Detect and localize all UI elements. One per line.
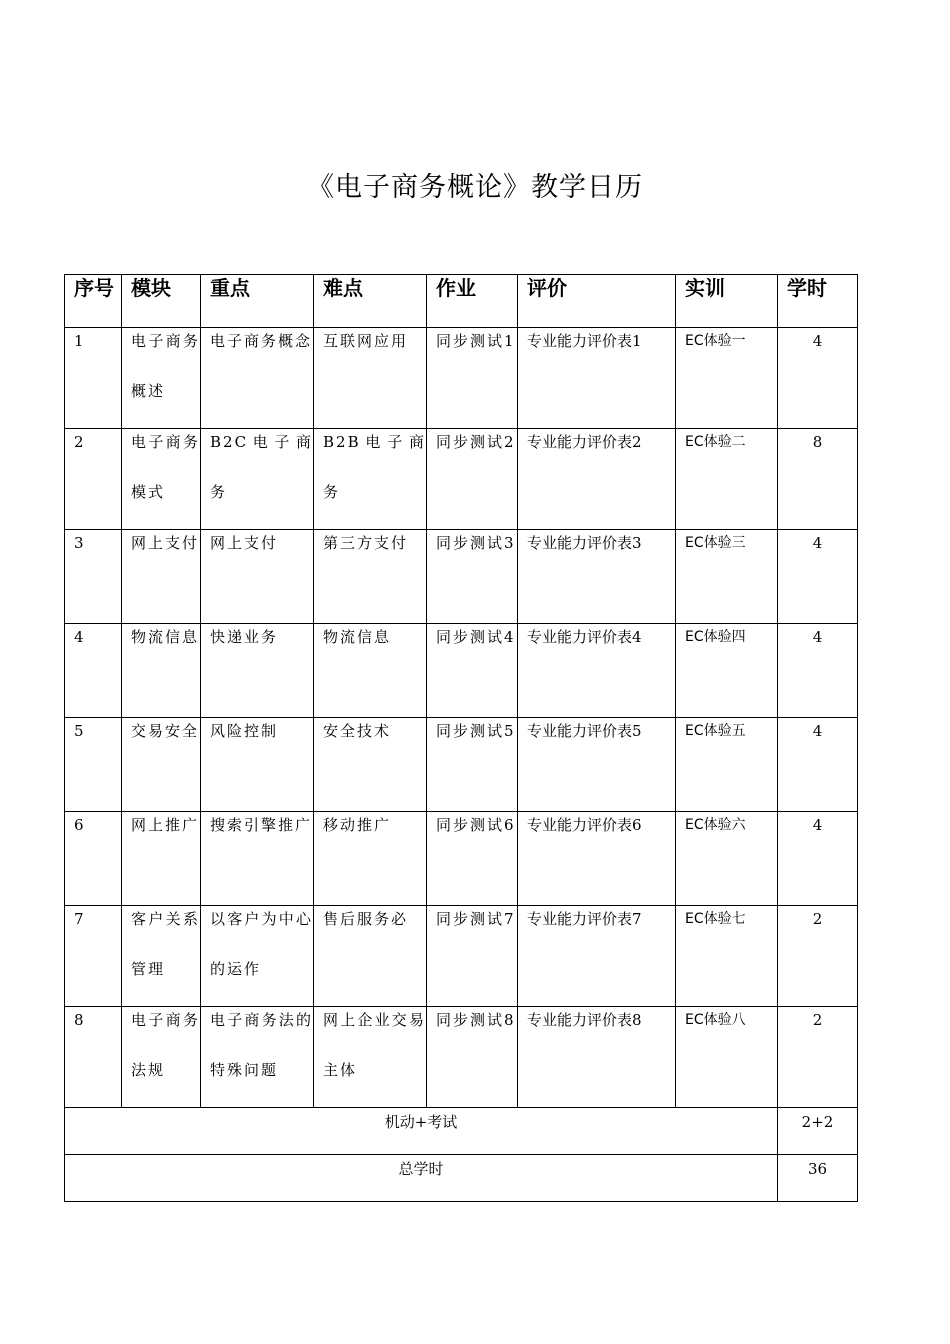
table-row: [65, 624, 858, 718]
header-training: 实训: [676, 275, 778, 328]
difficulty-cell: 移动推广: [314, 812, 427, 906]
table-row: [65, 328, 858, 429]
module-cell: 电子商务法规: [122, 1007, 201, 1108]
difficulty-cell: 物流信息: [314, 624, 427, 718]
hours-cell: 4: [778, 328, 858, 429]
homework-cell: 同步测试6: [427, 812, 518, 906]
training-cell: EC体验七: [676, 906, 778, 1007]
training-cell: EC体验三: [676, 530, 778, 624]
row-number: 2: [65, 429, 122, 530]
homework-cell: 同步测试4: [427, 624, 518, 718]
evaluation-cell: 专业能力评价表1: [518, 328, 676, 429]
summary-value: 36: [778, 1155, 858, 1202]
table-row: [65, 812, 858, 906]
module-cell: 交易安全: [122, 718, 201, 812]
difficulty-cell: 网上企业交易主体: [314, 1007, 427, 1108]
hours-cell: 4: [778, 812, 858, 906]
module-cell: 电子商务概述: [122, 328, 201, 429]
summary-row-flex-exam: [65, 1108, 858, 1155]
module-cell: 客户关系管理: [122, 906, 201, 1007]
table-row: [65, 906, 858, 1007]
header-homework: 作业: [427, 275, 518, 328]
row-number: 3: [65, 530, 122, 624]
teaching-calendar-table: [64, 274, 858, 1202]
training-cell: EC体验八: [676, 1007, 778, 1108]
table-row: [65, 429, 858, 530]
evaluation-cell: 专业能力评价表6: [518, 812, 676, 906]
table-row: [65, 1007, 858, 1108]
summary-row-total-hours: [65, 1155, 858, 1202]
key-point-cell: 电子商务法的特殊问题: [201, 1007, 314, 1108]
hours-cell: 4: [778, 624, 858, 718]
module-cell: 网上支付: [122, 530, 201, 624]
key-point-cell: 搜索引擎推广: [201, 812, 314, 906]
evaluation-cell: 专业能力评价表4: [518, 624, 676, 718]
evaluation-cell: 专业能力评价表2: [518, 429, 676, 530]
homework-cell: 同步测试8: [427, 1007, 518, 1108]
homework-cell: 同步测试3: [427, 530, 518, 624]
training-cell: EC体验四: [676, 624, 778, 718]
summary-label: 总学时: [65, 1155, 778, 1202]
hours-cell: 2: [778, 1007, 858, 1108]
hours-cell: 2: [778, 906, 858, 1007]
header-key: 重点: [201, 275, 314, 328]
homework-cell: 同步测试7: [427, 906, 518, 1007]
homework-cell: 同步测试2: [427, 429, 518, 530]
key-point-cell: 网上支付: [201, 530, 314, 624]
module-cell: 电子商务模式: [122, 429, 201, 530]
summary-value: 2+2: [778, 1108, 858, 1155]
difficulty-cell: 互联网应用: [314, 328, 427, 429]
header-no: 序号: [65, 275, 122, 328]
table-row: [65, 718, 858, 812]
key-point-cell: B2C电子商务: [201, 429, 314, 530]
hours-cell: 4: [778, 718, 858, 812]
row-number: 4: [65, 624, 122, 718]
hours-cell: 4: [778, 530, 858, 624]
homework-cell: 同步测试1: [427, 328, 518, 429]
row-number: 5: [65, 718, 122, 812]
training-cell: EC体验五: [676, 718, 778, 812]
training-cell: EC体验一: [676, 328, 778, 429]
table-row: [65, 530, 858, 624]
key-point-cell: 电子商务概念: [201, 328, 314, 429]
page-title: 《电子商务概论》教学日历: [307, 172, 643, 203]
header-module: 模块: [122, 275, 201, 328]
hours-cell: 8: [778, 429, 858, 530]
row-number: 7: [65, 906, 122, 1007]
training-cell: EC体验六: [676, 812, 778, 906]
row-number: 8: [65, 1007, 122, 1108]
evaluation-cell: 专业能力评价表5: [518, 718, 676, 812]
module-cell: 物流信息: [122, 624, 201, 718]
training-cell: EC体验二: [676, 429, 778, 530]
header-difficulty: 难点: [314, 275, 427, 328]
key-point-cell: 快递业务: [201, 624, 314, 718]
homework-cell: 同步测试5: [427, 718, 518, 812]
summary-label: 机动+考试: [65, 1108, 778, 1155]
difficulty-cell: B2B电子商务: [314, 429, 427, 530]
evaluation-cell: 专业能力评价表7: [518, 906, 676, 1007]
key-point-cell: 风险控制: [201, 718, 314, 812]
row-number: 6: [65, 812, 122, 906]
module-cell: 网上推广: [122, 812, 201, 906]
header-hours: 学时: [778, 275, 858, 328]
header-evaluation: 评价: [518, 275, 676, 328]
difficulty-cell: 第三方支付: [314, 530, 427, 624]
evaluation-cell: 专业能力评价表3: [518, 530, 676, 624]
header-row: [65, 275, 858, 328]
evaluation-cell: 专业能力评价表8: [518, 1007, 676, 1108]
key-point-cell: 以客户为中心的运作: [201, 906, 314, 1007]
difficulty-cell: 售后服务必: [314, 906, 427, 1007]
row-number: 1: [65, 328, 122, 429]
difficulty-cell: 安全技术: [314, 718, 427, 812]
